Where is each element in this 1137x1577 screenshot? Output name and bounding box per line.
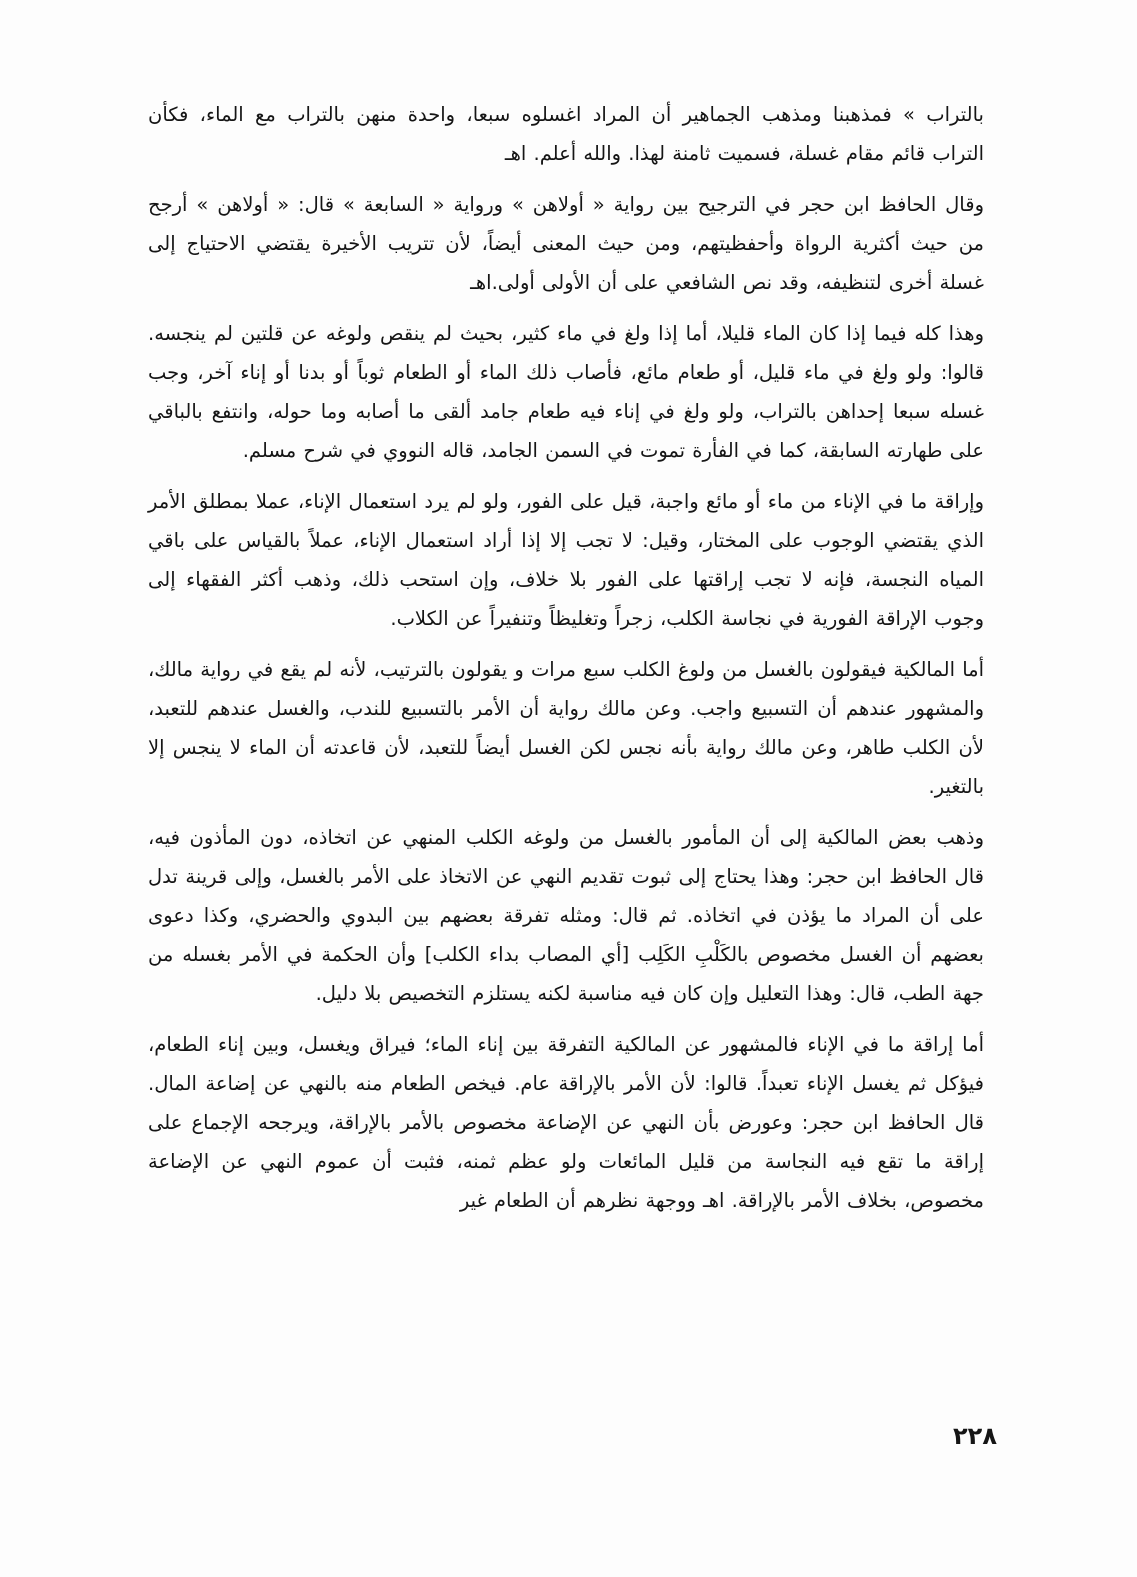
page-number: ٢٢٨	[953, 1422, 997, 1450]
paragraph-6: وذهب بعض المالكية إلى أن المأمور بالغسل من ولوغه الكلب المنهي عن اتخاذه، دون المأذون فيه، قال الحافظ ابن حجر: وهذا يحتاج إلى ثبوت تقديم النهي عن الاتخاذ على الأمر بالغسل، وإلى قرينة تدل على أن المراد ما يؤذن في اتخاذه. ثم قال: ومثله تفرقة بعضهم بين البدوي والحضري، وكذا دعوى بعضهم أن الغسل مخصوص بالكَلْبِ الكَلِب [أي المصاب بداء الكلب] وأن الحكمة في الأمر بغسله من جهة الطب، قال: وهذا التعليل وإن كان فيه مناسبة لكنه يستلزم التخصيص بلا دليل.	[148, 826, 984, 1005]
paragraph-7: أما إراقة ما في الإناء فالمشهور عن المالكية التفرقة بين إناء الماء؛ فيراق ويغسل، وبين إناء الطعام، فيؤكل ثم يغسل الإناء تعبداً. قالوا: لأن الأمر بالإراقة عام. فيخص الطعام منه بالنهي عن إضاعة المال. قال الحافظ ابن حجر: وعورض بأن النهي عن الإضاعة مخصوص بالأمر بالإراقة، ويرجحه الإجماع على إراقة ما تقع فيه النجاسة من قليل المائعات ولو عظم ثمنه، فثبت أن عموم النهي عن الإضاعة مخصوص، بخلاف الأمر بالإراقة. اهـ ووجهة نظرهم أن الطعام غير	[148, 1033, 984, 1212]
paragraph-5: أما المالكية فيقولون بالغسل من ولوغ الكلب سبع مرات و يقولون بالترتيب، لأنه لم يقع في رواية مالك، والمشهور عندهم أن التسبيع واجب. وعن مالك رواية أن الأمر بالتسبيع للندب، والغسل عندهم للتعبد، لأن الكلب طاهر، وعن مالك رواية بأنه نجس لكن الغسل أيضاً للتعبد، لأن قاعدته أن الماء لا ينجس إلا بالتغير.	[147, 658, 984, 798]
paragraph-4: وإراقة ما في الإناء من ماء أو مائع واجبة، قيل على الفور، ولو لم يرد استعمال الإناء، عملا بمطلق الأمر الذي يقتضي الوجوب على المختار، وقيل: لا تجب إلا إذا أراد استعمال الإناء، عملاً بالقياس على باقي المياه النجسة، فإنه لا تجب إراقتها على الفور بلا خلاف، وإن استحب ذلك، وذهب أكثر الفقهاء إلى وجوب الإراقة الفورية في نجاسة الكلب، زجراً وتغليظاً وتنفيراً عن الكلاب.	[148, 490, 984, 630]
page-body-text	[148, 95, 984, 1220]
paragraph-2: وقال الحافظ ابن حجر في الترجيح بين رواية « أولاهن » ورواية « السابعة » قال: « أولاهن » أرجح من حيث أكثرية الرواة وأحفظيتهم، ومن حيث المعنى أيضاً، لأن تتريب الأخيرة يقتضي الاحتياج إلى غسلة أخرى لتنظيفه، وقد نص الشافعي على أن الأولى أولى.اهـ	[148, 193, 984, 294]
paragraph-1: بالتراب » فمذهبنا ومذهب الجماهير أن المراد اغسلوه سبعا، واحدة منهن بالتراب مع الماء، فكأن التراب قائم مقام غسلة، فسميت ثامنة لهذا. والله أعلم. اهـ	[148, 103, 984, 165]
paragraph-3: وهذا كله فيما إذا كان الماء قليلا، أما إذا ولغ في ماء كثير، بحيث لم ينقص ولوغه عن قلتين لم ينجسه. قالوا: ولو ولغ في ماء قليل، أو طعام مائع، فأصاب ذلك الماء أو الطعام ثوباً أو بدنا أو إناء آخر، وجب غسله سبعا إحداهن بالتراب، ولو ولغ في إناء فيه طعام جامد ألقى ما أصابه وما حوله، وانتفع بالباقي على طهارته السابقة، كما في الفأرة تموت في السمن الجامد، قاله النووي في شرح مسلم.	[148, 322, 984, 462]
